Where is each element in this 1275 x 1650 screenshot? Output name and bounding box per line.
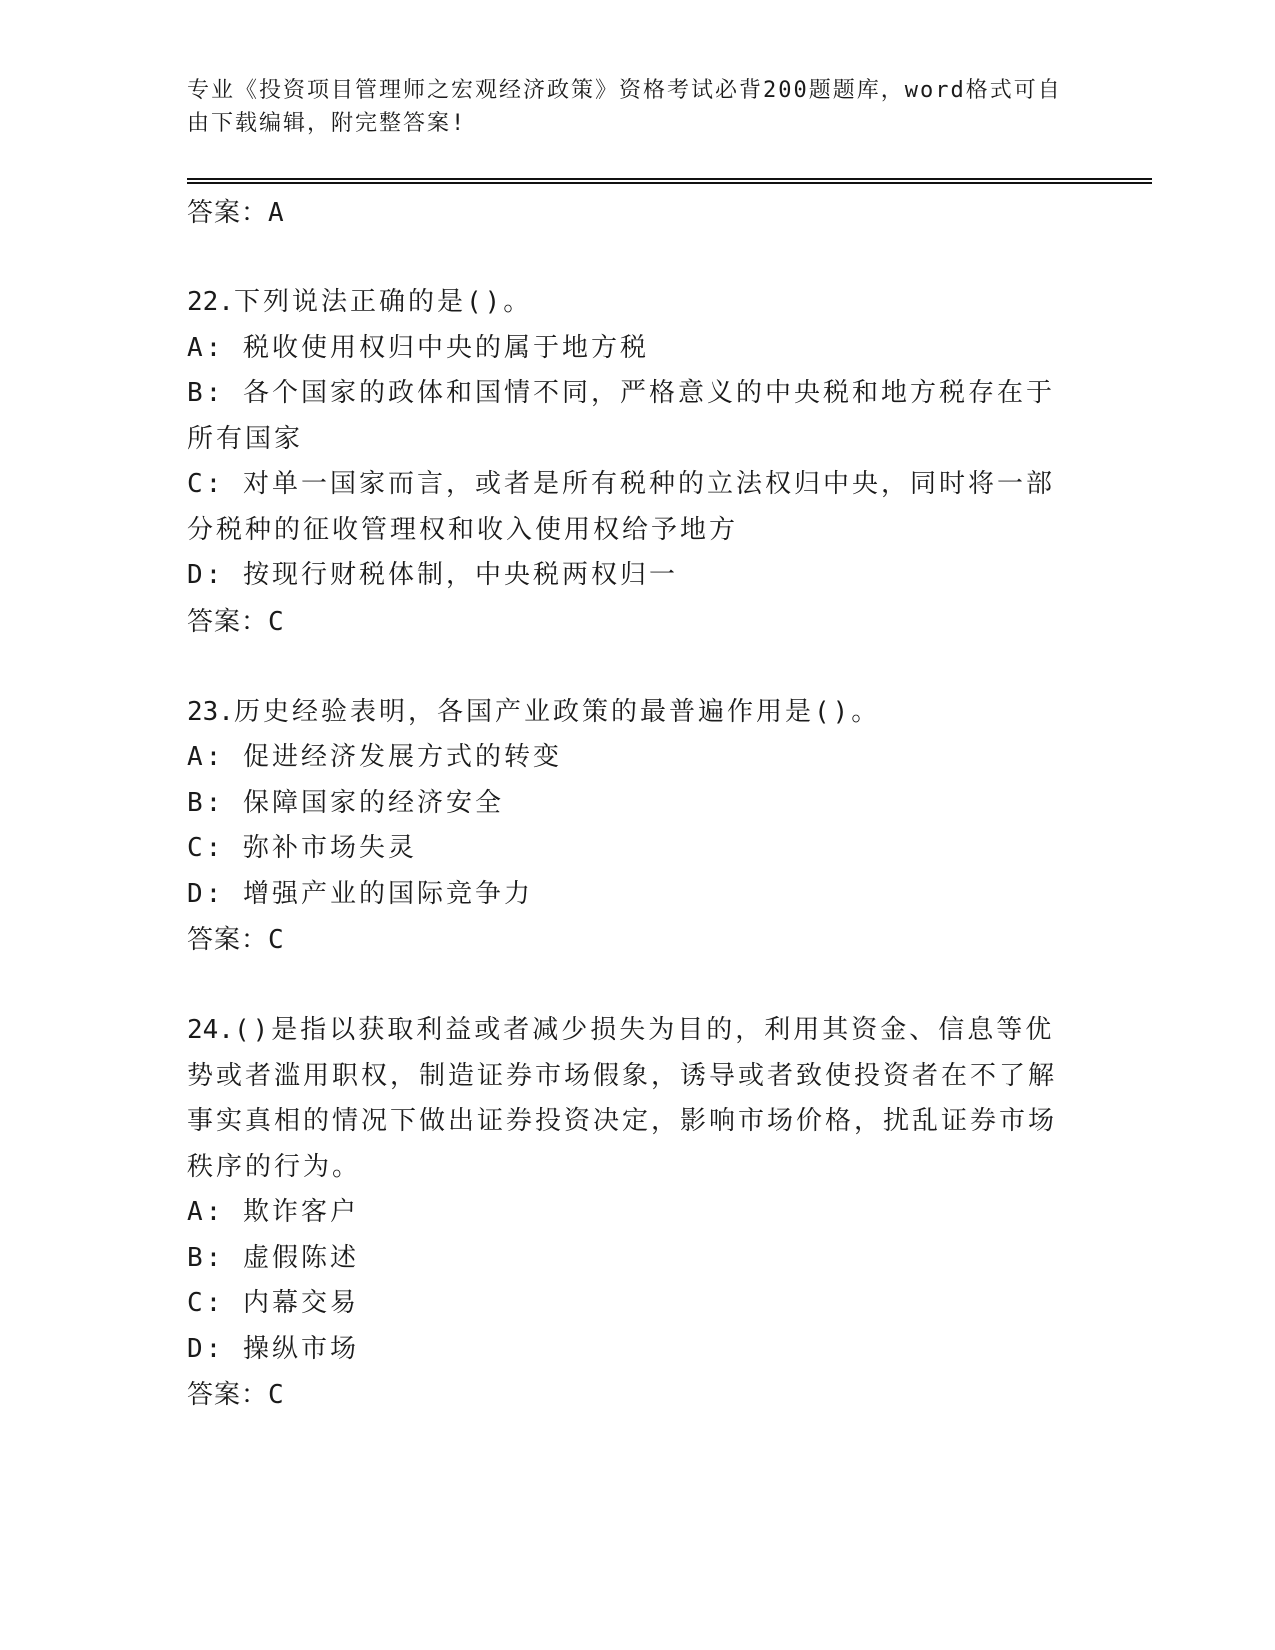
question-stem: 历史经验表明，各国产业政策的最普遍作用是()。 bbox=[233, 696, 881, 727]
option-b: B: 虚假陈述 bbox=[187, 1242, 359, 1273]
option-c: C: 内幕交易 bbox=[187, 1288, 359, 1318]
question-text bbox=[187, 690, 1067, 736]
option-a: A: 欺诈客户 bbox=[187, 1197, 359, 1227]
answer-label: 答案： bbox=[187, 1380, 269, 1410]
header-rule-bottom bbox=[187, 182, 1152, 184]
answer-label: 答案： bbox=[187, 198, 269, 228]
answer-line bbox=[187, 599, 1067, 645]
option-c: C: 对单一国家而言，或者是所有税种的立法权归中央，同时将一部分税种的征收管理权和收入使用权给予地方 bbox=[187, 469, 1055, 545]
option-a: A: 促进经济发展方式的转变 bbox=[187, 742, 562, 772]
question-number: 23. bbox=[187, 696, 234, 727]
option-b: B: 保障国家的经济安全 bbox=[187, 787, 504, 818]
question-stem: ()是指以获取利益或者减少损失为目的，利用其资金、信息等优势或者滥用职权，制造证券市场假象，诱导或者致使投资者在不了解事实真相的情况下做出证券投资决定，影响市场价格，扰乱证券市场秩序的行为。 bbox=[187, 1015, 1058, 1182]
option-c: C: 弥补市场失灵 bbox=[187, 833, 417, 863]
answer-value: C bbox=[268, 606, 285, 637]
question-text bbox=[187, 1008, 1067, 1190]
document-header: 专业《投资项目管理师之宏观经济政策》资格考试必背200题题库，word格式可自由下载编辑，附完整答案! bbox=[187, 78, 1062, 136]
option-d: D: 按现行财税体制，中央税两权归一 bbox=[187, 560, 678, 590]
question-22 bbox=[187, 280, 1067, 645]
answer-line bbox=[187, 917, 1067, 963]
option-d: D: 增强产业的国际竞争力 bbox=[187, 878, 533, 909]
answer-line bbox=[187, 1372, 1067, 1418]
question-number: 22. bbox=[187, 287, 234, 317]
answer-label: 答案： bbox=[187, 606, 269, 637]
question-23 bbox=[187, 690, 1067, 964]
question-24 bbox=[187, 1008, 1067, 1418]
answer-value: C bbox=[268, 1380, 285, 1410]
answer-value: C bbox=[268, 925, 285, 955]
option-d: D: 操纵市场 bbox=[187, 1333, 359, 1364]
question-stem: 下列说法正确的是()。 bbox=[233, 287, 533, 317]
header-rule-top bbox=[187, 178, 1152, 180]
option-b: B: 各个国家的政体和国情不同，严格意义的中央税和地方税存在于所有国家 bbox=[187, 378, 1055, 454]
question-number: 24. bbox=[187, 1015, 234, 1045]
answer-line bbox=[187, 190, 1067, 236]
answer-label: 答案： bbox=[187, 925, 269, 955]
option-a: A: 税收使用权归中央的属于地方税 bbox=[187, 332, 649, 363]
answer-value: A bbox=[268, 198, 285, 228]
question-text bbox=[187, 280, 1067, 326]
document-body bbox=[187, 190, 1067, 1463]
